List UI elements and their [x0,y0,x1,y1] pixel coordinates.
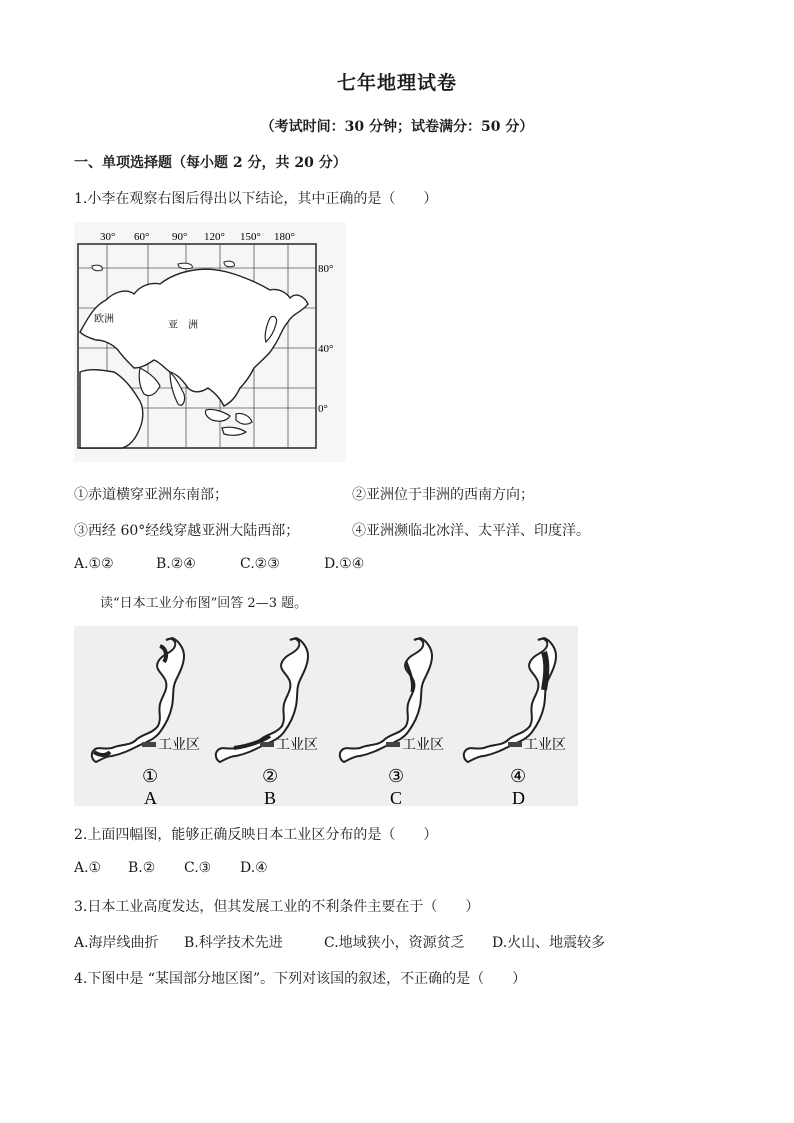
map-number: ④ [510,766,527,786]
q3-stem: 3.日本工业高度发达，但其发展工业的不利条件主要在于（ ） [74,899,480,915]
map-letter: A [144,788,157,806]
q3-option-b[interactable]: B.科学技术先进 [184,935,283,951]
q3-option-c[interactable]: C.地域狭小，资源贫乏 [324,935,465,951]
q2-stem: 2.上面四幅图，能够正确反映日本工业区分布的是（ ） [74,827,438,843]
map-letter: B [264,788,277,806]
q1-statement-1: ①赤道横穿亚洲东南部； [74,487,228,503]
lon-label: 150° [240,231,261,243]
q1-option-a[interactable]: A.①② [74,556,114,572]
lon-label: 30° [100,231,116,243]
section-heading: 一、单项选择题（每小题 2 分，共 20 分） [74,155,347,171]
label-europe: 欧洲 [94,314,114,325]
legend-swatch [386,742,400,747]
page-title: 七年地理试卷 [336,72,457,94]
lon-label: 120° [204,231,225,243]
map-number: ② [262,766,279,786]
legend-label: 工业区 [402,736,444,752]
legend-swatch [508,742,522,747]
q1-stem: 1.小李在观察右图后得出以下结论，其中正确的是（ ） [74,191,438,207]
label-asia: 亚 洲 [168,320,198,331]
q1-option-b[interactable]: B.②④ [156,556,196,572]
legend-label: 工业区 [276,736,318,752]
q3-option-d[interactable]: D.火山、地震较多 [492,935,606,951]
map-number: ① [142,766,159,786]
asia-grid-map [74,222,346,462]
q3-option-a[interactable]: A.海岸线曲折 [74,935,159,951]
legend-swatch [260,742,274,747]
q2-option-c[interactable]: C.③ [184,860,212,876]
lat-label: 40° [318,343,334,355]
q2-option-d[interactable]: D.④ [240,860,268,876]
lat-label: 0° [318,403,328,415]
q1-statement-4: ④亚洲濒临北冰洋、太平洋、印度洋。 [352,523,590,539]
legend-label: 工业区 [158,736,200,752]
japan-industry-maps [74,626,578,806]
legend-label: 工业区 [524,736,566,752]
q4-stem: 4.下图中是 “某国部分地区图”。下列对该国的叙述，不正确的是（ ） [74,971,527,987]
q1-statement-2: ②亚洲位于非洲的西南方向； [352,487,534,503]
q1-statement-3: ③西经 60°经线穿越亚洲大陆西部； [74,523,300,539]
map-letter: C [390,788,403,806]
q2-3-intro: 读“日本工业分布图”回答 2—3 题。 [100,596,308,611]
exam-info: （考试时间：30 分钟；试卷满分：50 分） [260,119,534,135]
legend-swatch [142,742,156,747]
q1-option-c[interactable]: C.②③ [240,556,280,572]
lon-label: 180° [274,231,295,243]
q2-option-a[interactable]: A.① [74,860,102,876]
map-letter: D [512,788,525,806]
q2-option-b[interactable]: B.② [128,860,156,876]
lat-label: 80° [318,263,334,275]
map-number: ③ [388,766,405,786]
q1-option-d[interactable]: D.①④ [324,556,365,572]
lon-label: 90° [172,231,188,243]
lon-label: 60° [134,231,150,243]
